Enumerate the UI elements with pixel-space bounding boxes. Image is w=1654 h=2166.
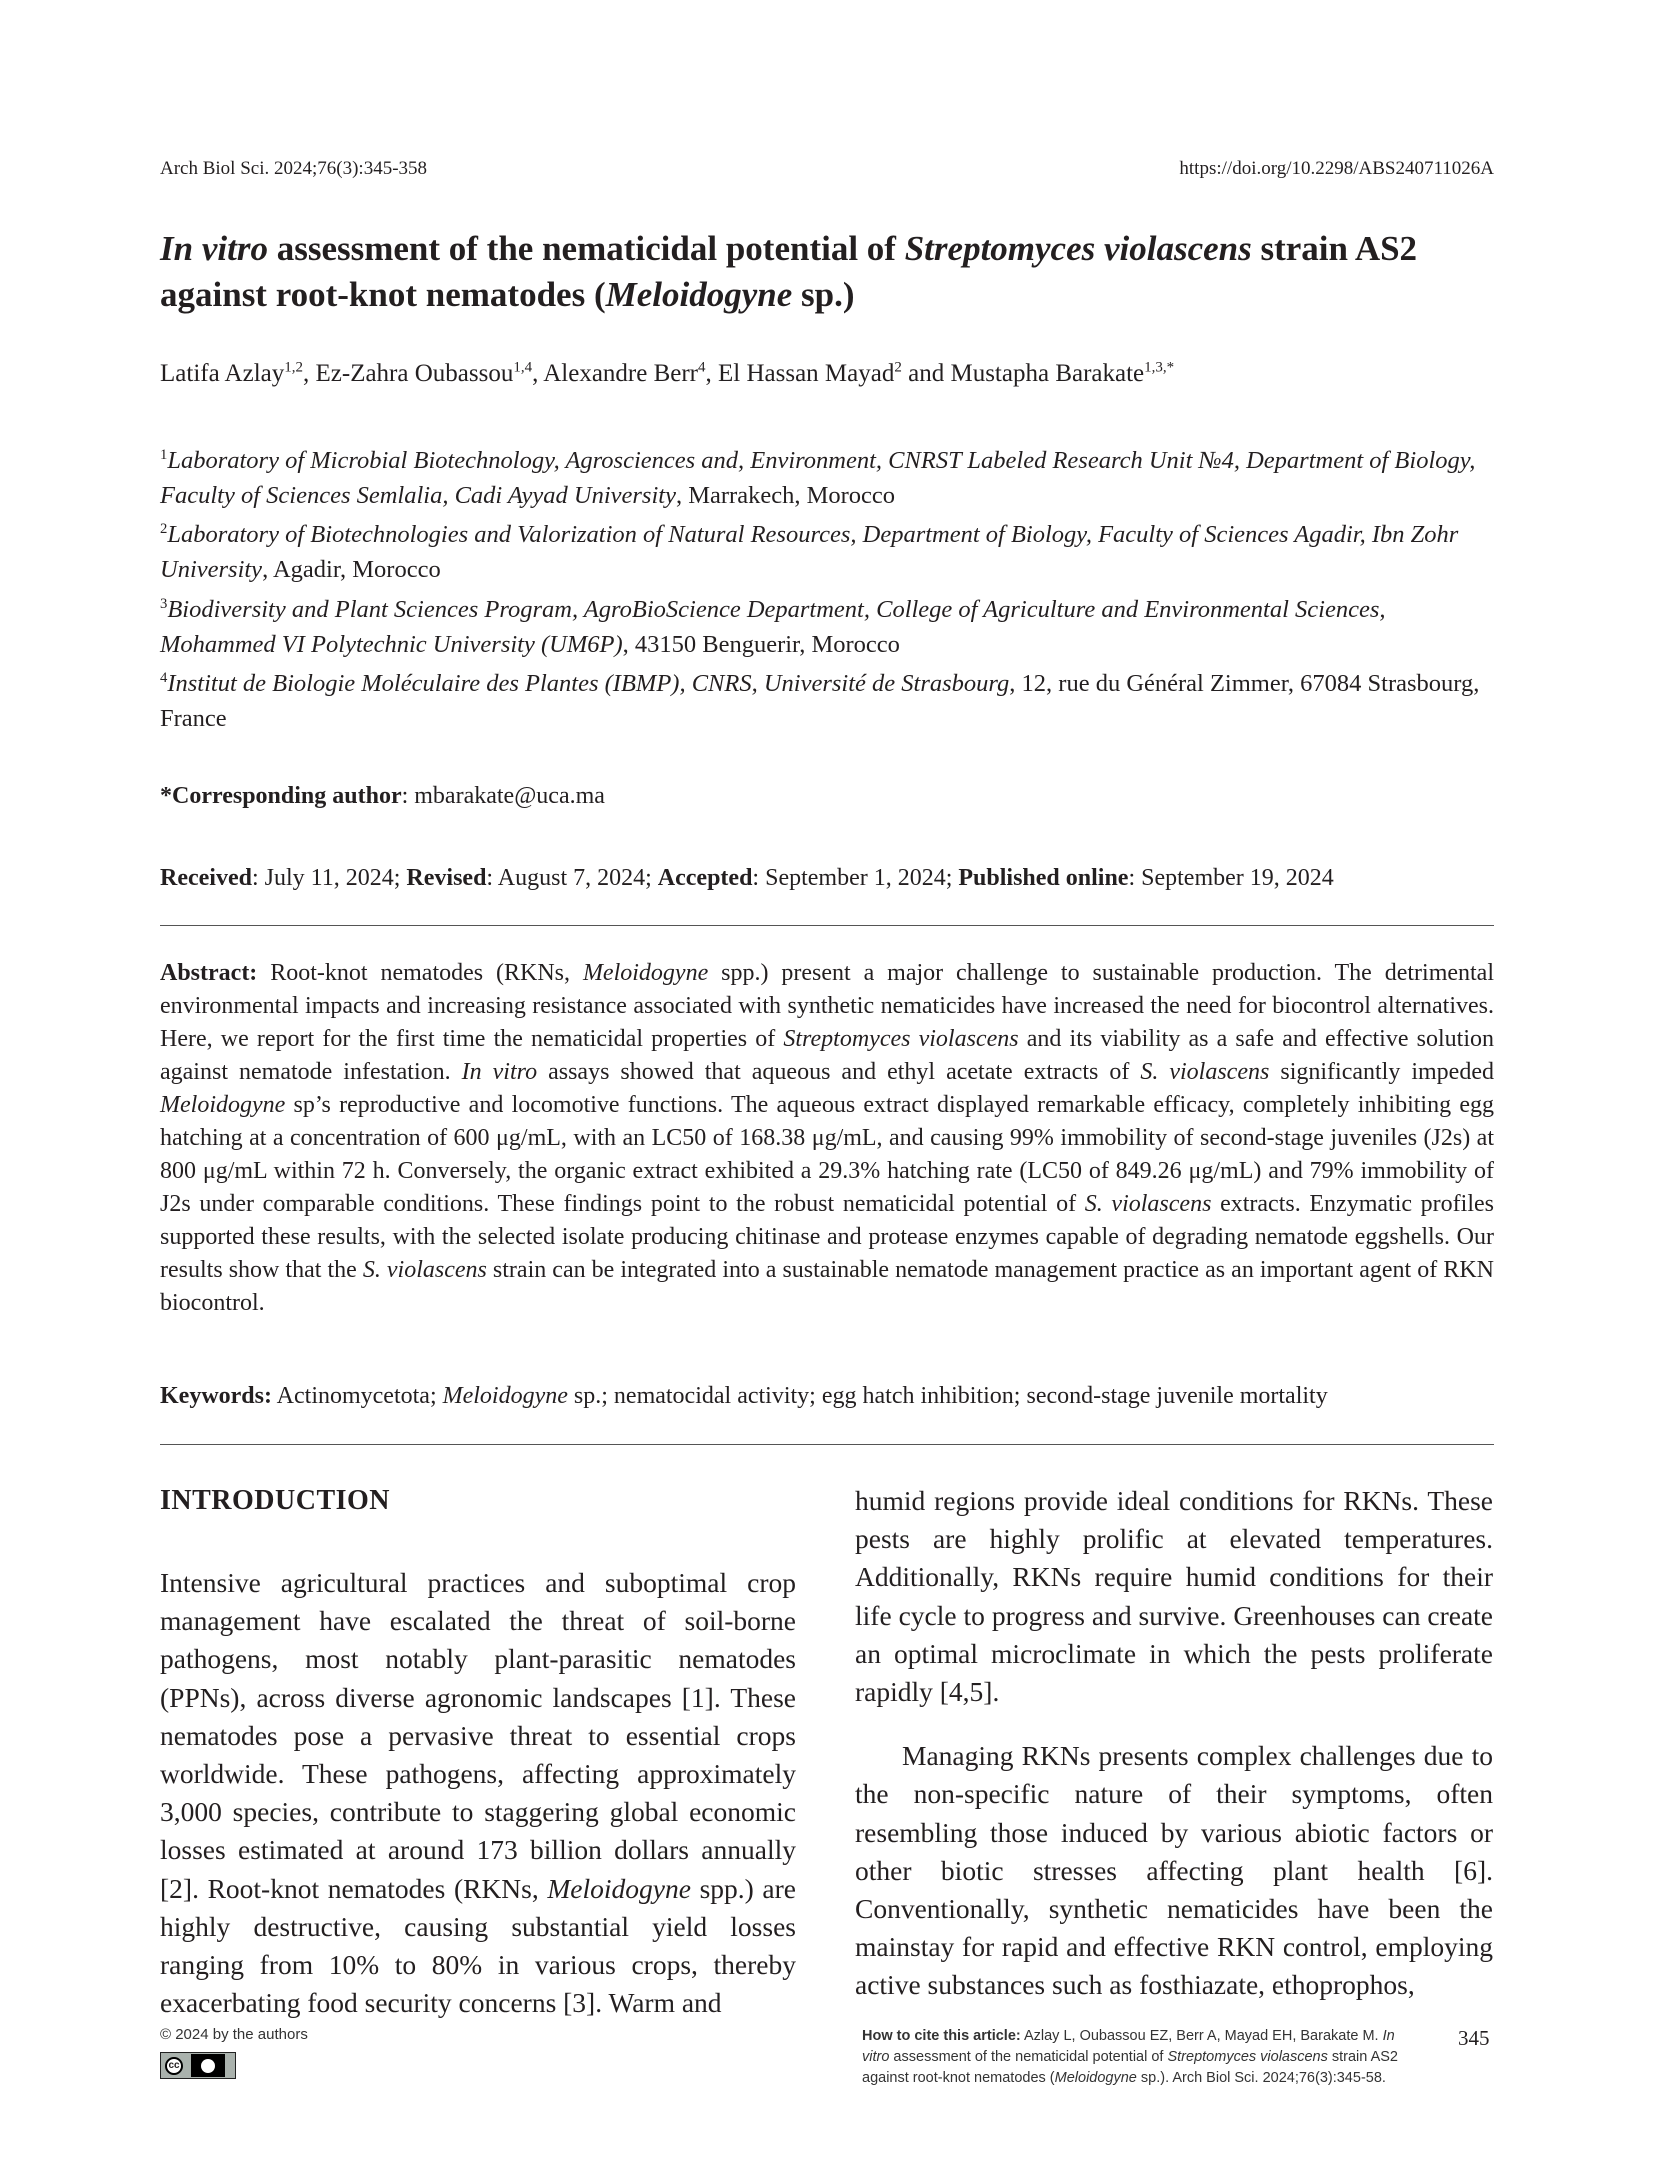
author-separator: , (532, 360, 544, 387)
author-affiliation-marker: 1,2 (284, 359, 303, 376)
cite-text: Azlay L, Oubassou EZ, Berr A, Mayad EH, Barakate M. (1020, 2028, 1383, 2044)
keywords-label: Keywords: (160, 1383, 272, 1409)
affiliation-location: , 12, rue du Général Zimmer, 67084 Strasbourg, France (160, 670, 1480, 732)
published-label: Published online (958, 865, 1129, 891)
article-title (160, 226, 1500, 318)
affiliation-3 (160, 592, 1500, 662)
author-list (160, 360, 1174, 388)
title-italic-1: In vitro (160, 229, 268, 268)
affiliation-location: , 43150 Benguerir, Morocco (622, 631, 900, 658)
keywords (160, 1380, 1494, 1413)
affiliation-location: , Agadir, Morocco (262, 556, 441, 583)
divider (160, 925, 1494, 926)
affiliation-2 (160, 517, 1500, 587)
revised-label: Revised (406, 865, 487, 891)
author-affiliation-marker: 2 (894, 359, 902, 376)
abstract-text: assays showed that aqueous and ethyl acetate extracts of (537, 1059, 1141, 1085)
keywords-text: Actinomycetota; (271, 1383, 443, 1409)
author-name: Alexandre Berr (543, 360, 699, 387)
body-italic: Meloidogyne (547, 1872, 691, 1904)
author-name: El Hassan Mayad (718, 360, 895, 387)
affiliation-1 (160, 443, 1500, 513)
corresponding-email[interactable]: : mbarakate@uca.ma (401, 783, 605, 809)
body-text: spp.) are highly destructive, causing substantial yield losses ranging from 10% to 80% in various crops, thereby exacerbating food security concerns [3]. Warm and (160, 1872, 796, 2019)
cite-text: assessment of the nematicidal potential of (889, 2049, 1168, 2065)
body-column-right (855, 1482, 1493, 2005)
cite-text: strain AS2 against root-knot nematodes ( (862, 2049, 1398, 2086)
body-paragraph: humid regions provide ideal conditions for RKNs. These pests are highly prolific at elevated temperatures. Additionally, RKNs require humid conditions for their life cycle to progress and survive. Greenhouses can create an optimal microclimate in which the pests proliferate rapidly [4,5]. (855, 1485, 1493, 1708)
abstract-text: sp’s reproductive and locomotive functions. The aqueous extract displayed remarkable efficacy, completely inhibiting egg hatching at a concentration of 600 μg/mL, with an LC50 of 168.38 μg/mL, and causing 99% immobility of second-stage juveniles (J2s) at 800 μg/mL within 72 h. Conversely, the organic extract exhibited a 29.3% hatching rate (LC50 of 849.26 μg/mL) and 79% immobility of J2s under comparable conditions. These findings point to the robust nematicidal potential of (160, 1092, 1494, 1217)
abstract-italic: S. violascens (1140, 1059, 1270, 1085)
author-name: Ez-Zahra Oubassou (315, 360, 514, 387)
abstract-text: Root-knot nematodes (RKNs, (257, 960, 583, 986)
accepted-label: Accepted (657, 865, 753, 891)
author-separator: , (303, 360, 316, 387)
title-text-4: strain AS2 against root-knot nematodes ( (160, 229, 1418, 314)
abstract-label: Abstract: (160, 960, 258, 986)
author-separator: and (901, 360, 951, 387)
abstract-text: strain can be integrated into a sustainable nematode management practice as an important agent of RKN biocontrol. (160, 1257, 1494, 1316)
how-to-cite (862, 2026, 1426, 2089)
title-text-2: assessment of the nematicidal potential of (267, 229, 905, 268)
abstract (160, 957, 1494, 1320)
cc-icon: cc (165, 2057, 183, 2075)
keywords-italic: Meloidogyne (442, 1383, 568, 1409)
body-paragraph: Managing RKNs presents complex challenges due to the non-specific nature of their symptoms, often resembling those induced by various abiotic factors or other biotic stresses affecting plant health [6]. Conventionally, synthetic nematicides have been the mainstay for rapid and effective RKN control, employing active substances such as fosthiazate, ethoprophos, (855, 1740, 1493, 2001)
corresponding-label: *Corresponding author (160, 783, 402, 809)
cite-italic: Meloidogyne (1054, 2070, 1137, 2086)
abstract-italic: S. violascens (362, 1257, 487, 1283)
keywords-text: sp.; nematocidal activity; egg hatch inhibition; second-stage juvenile mortality (567, 1383, 1328, 1409)
page-number: 345 (1458, 2026, 1490, 2050)
author-affiliation-marker: 1,3,* (1144, 359, 1175, 376)
abstract-italic: Meloidogyne (582, 960, 709, 986)
body-paragraph (160, 1564, 796, 2022)
body-column-left (160, 1564, 796, 2022)
cite-label: How to cite this article: (862, 2028, 1021, 2044)
author-name: Mustapha Barakate (950, 360, 1145, 387)
divider (160, 1444, 1494, 1445)
by-icon (191, 2054, 225, 2077)
abstract-italic: S. violascens (1084, 1191, 1212, 1217)
received-label: Received (160, 865, 252, 891)
abstract-text: extracts. Enzymatic profiles supported these results, with the selected isolate producing chitinase and protease enzymes capable of degrading nematode eggshells. Our results show that the (160, 1191, 1494, 1283)
received-date: : July 11, 2024; (251, 865, 407, 891)
cite-italic: In vitro (862, 2028, 1395, 2065)
affiliation-number: 4 (160, 669, 168, 686)
affiliation-number: 2 (160, 520, 168, 537)
abstract-italic: Meloidogyne (160, 1092, 286, 1118)
affiliation-institution: Laboratory of Biotechnologies and Valorization of Natural Resources, Department of Biology, Faculty of Sciences Agadir, Ibn Zohr University (160, 521, 1459, 583)
affiliation-institution: Biodiversity and Plant Sciences Program, AgroBioScience Department, College of Agriculture and Environmental Sciences, Mohammed VI Polytechnic University (UM6P) (160, 596, 1386, 658)
corresponding-author (160, 783, 605, 810)
cite-text: sp.). Arch Biol Sci. 2024;76(3):345-58. (1136, 2070, 1386, 2086)
cite-italic: Streptomyces violascens (1167, 2049, 1328, 2065)
abstract-italic: Streptomyces violascens (783, 1026, 1019, 1052)
cc-by-icon[interactable] (160, 2052, 236, 2079)
title-italic-3: Streptomyces violascens (904, 229, 1252, 268)
journal-reference: Arch Biol Sci. 2024;76(3):345-358 (160, 158, 428, 179)
abstract-text: significantly impeded (1269, 1059, 1494, 1085)
author-name: Latifa Azlay (160, 360, 285, 387)
title-italic-5: Meloidogyne (605, 275, 793, 314)
article-dates (160, 865, 1334, 892)
revised-date: : August 7, 2024; (486, 865, 658, 891)
abstract-italic: In vitro (461, 1059, 538, 1085)
affiliation-number: 3 (160, 595, 168, 612)
abstract-text: spp.) present a major challenge to sustainable production. The detrimental environmental impacts and increasing resistance associated with synthetic nematicides have increased the need for biocontrol alternatives. Here, we report for the first time the nematicidal properties of (160, 960, 1495, 1052)
affiliation-4 (160, 666, 1500, 736)
doi-link[interactable]: https://doi.org/10.2298/ABS240711026A (1179, 158, 1494, 179)
accepted-date: : September 1, 2024; (752, 865, 959, 891)
affiliation-institution: Laboratory of Microbial Biotechnology, Agrosciences and, Environment, CNRST Labeled Research Unit №4, Department of Biology, Faculty of Sciences Semlalia, Cadi Ayyad University (160, 447, 1476, 509)
title-text-6: sp.) (792, 275, 855, 314)
author-affiliation-marker: 1,4 (513, 359, 533, 376)
section-heading: INTRODUCTION (160, 1485, 391, 1516)
published-date: : September 19, 2024 (1128, 865, 1334, 891)
body-text: Intensive agricultural practices and suboptimal crop management have escalated the threat of soil-borne pathogens, most notably plant-parasitic nematodes (PPNs), across diverse agronomic landscapes [1]. These nematodes pose a pervasive threat to essential crops worldwide. These pathogens, affecting approximately 3,000 species, contribute to staggering global economic losses estimated at around 173 billion dollars annually [2]. Root-knot nematodes (RKNs, (160, 1567, 796, 1904)
copyright-notice: © 2024 by the authors (160, 2026, 308, 2043)
affiliation-institution: Institut de Biologie Moléculaire des Plantes (IBMP), CNRS, Université de Strasbourg (167, 670, 1010, 697)
author-separator: , (705, 360, 719, 387)
affiliation-number: 1 (160, 446, 168, 463)
affiliation-location: , Marrakech, Morocco (675, 482, 896, 509)
author-affiliation-marker: 4 (698, 359, 706, 376)
abstract-text: and its viability as a safe and effective solution against nematode infestation. (160, 1026, 1494, 1085)
